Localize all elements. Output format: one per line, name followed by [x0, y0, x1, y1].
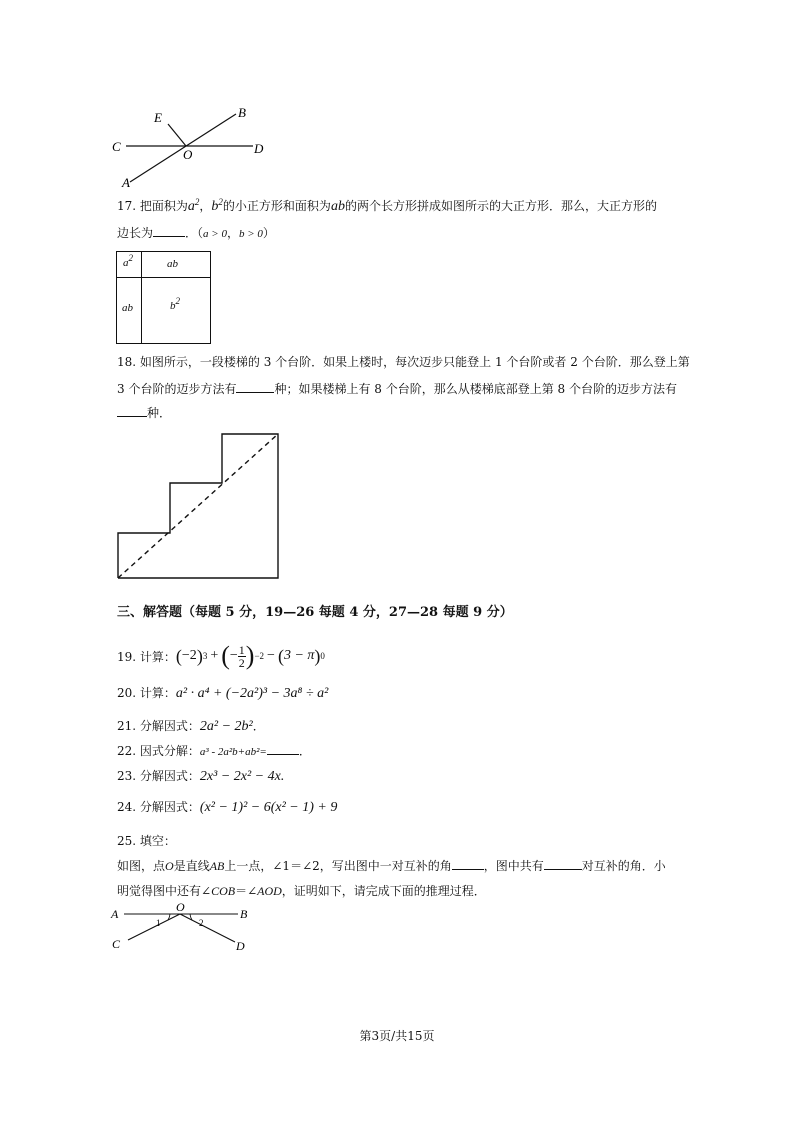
label-a: A	[122, 175, 130, 190]
q22-answer-blank[interactable]	[267, 742, 299, 755]
q17-text-2: 的小正方形和面积为	[222, 199, 331, 213]
q17-condition-b: b > 0	[238, 228, 263, 240]
ray-od	[180, 914, 235, 942]
ray-oc	[128, 914, 180, 940]
q25-answer-blank-2[interactable]	[544, 857, 582, 870]
q21-expression: 2a² − 2b²	[199, 719, 253, 734]
q17-condition-a: a > 0	[203, 228, 227, 240]
question-24	[117, 798, 337, 816]
figure-square-grid	[116, 251, 211, 344]
q17-text-3: 的两个长方形拼成如图所示的大正方形．那么，大正方形的	[344, 199, 657, 213]
question-17-line-2	[117, 224, 275, 241]
q25-eq: ＝∠	[235, 884, 258, 898]
label-o: O	[176, 900, 185, 914]
label-b: B	[238, 105, 246, 120]
figure-angles	[108, 900, 258, 954]
q17-text-1: 17. 把面积为	[117, 199, 188, 213]
stairs-diagonal	[118, 434, 278, 578]
question-17-line-1	[117, 197, 657, 215]
ray-oe	[168, 124, 186, 146]
label-d: D	[254, 141, 264, 156]
label-a: A	[111, 907, 119, 921]
q21-label: 21. 分解因式：	[117, 719, 200, 733]
q17-text-4: 边长为	[117, 226, 154, 240]
q25-point-o: O	[165, 859, 174, 873]
q25-angle-aod: AOD	[257, 884, 282, 898]
q25-text-5: 对互补的角．小	[581, 859, 666, 873]
label-angle-1: 1	[156, 918, 161, 928]
cell-b-squared: $b^2$	[170, 296, 180, 312]
q25-text-6: 明觉得图中还有∠	[117, 884, 212, 898]
cell-a-squared: $a^2$	[123, 253, 133, 269]
q20-expression: a² · a⁴ + (−2a²)³ − 3a⁸ ÷ a²	[175, 686, 329, 701]
cell-ab-left: ab	[122, 302, 133, 314]
label-e: E	[154, 110, 162, 125]
question-21	[117, 717, 265, 735]
q25-text-2: 是直线	[173, 859, 210, 873]
q25-line-ab: AB	[209, 859, 225, 873]
q22-label: 22. 因式分解：	[117, 744, 200, 758]
q19-label: 19. 计算：	[117, 649, 176, 664]
q17-b-squared: $b^2$	[211, 197, 223, 214]
q23-label: 23. 分解因式：	[117, 769, 200, 783]
question-23	[117, 767, 284, 785]
q17-text-5: ．（	[185, 226, 204, 240]
q25-angle-cob: COB	[211, 884, 236, 898]
question-25-line-2	[117, 882, 486, 899]
question-18-line-2	[117, 380, 677, 397]
q25-text-7: ，证明如下，请完成下面的推理过程．	[281, 884, 486, 898]
q18-text-3: 种．	[147, 406, 172, 420]
q17-answer-blank[interactable]	[153, 224, 185, 237]
q18-answer-blank-1[interactable]	[236, 380, 274, 393]
q17-sep: ，	[226, 226, 239, 240]
q22-expression: a³ - 2a²b+ab²=	[199, 746, 267, 758]
question-18-line-1: 18. 如图所示，一段楼梯的 3 个台阶．如果上楼时，每次迈步只能登上 1 个台阶或者 2 个台阶．那么登上第	[117, 355, 690, 369]
question-19	[117, 636, 325, 676]
question-18-line-3	[117, 404, 171, 421]
q18-text-2: 种；如果楼梯上有 8 个台阶，那么从楼梯底部登上第 8 个台阶的迈步方法有	[274, 382, 677, 396]
question-25-line-1	[117, 857, 666, 874]
q25-text-4: ，图中共有	[483, 859, 544, 873]
q18-answer-blank-2[interactable]	[117, 404, 147, 417]
q25-text-3: 上一点，∠1＝∠2，写出图中一对互补的角	[224, 859, 452, 873]
question-25-label: 25. 填空：	[117, 834, 176, 848]
q19-expression: ( −2 ) 3 + ( − $\frac{1}{2}$ ) −2 − ( 3 − π ) 0	[175, 641, 325, 670]
question-22	[117, 742, 311, 759]
figure-staircase	[114, 430, 284, 582]
q17-comma: ，	[199, 199, 212, 213]
label-angle-2: 2	[199, 918, 204, 928]
q17-ab: ab	[330, 199, 345, 214]
q18-text-1: 3 个台阶的迈步方法有	[117, 382, 237, 396]
q20-label: 20. 计算：	[117, 686, 176, 700]
q17-close: ）	[262, 226, 275, 240]
label-b: B	[240, 907, 248, 921]
q21-end: ．	[252, 719, 265, 733]
q24-expression: (x² − 1)² − 6(x² − 1) + 9	[199, 800, 338, 815]
q17-a-squared: $a^2$	[187, 197, 200, 214]
label-d: D	[236, 939, 245, 953]
q25-text-1: 如图，点	[117, 859, 166, 873]
q24-label: 24. 分解因式：	[117, 800, 200, 814]
figure-intersecting-lines	[108, 100, 278, 192]
cell-ab-top: ab	[167, 258, 178, 270]
q22-end: ．	[298, 744, 311, 758]
label-c: C	[112, 937, 121, 951]
page-footer: 第3页/共15页	[359, 1029, 435, 1043]
q25-answer-blank-1[interactable]	[452, 857, 484, 870]
question-20	[117, 684, 328, 702]
q23-expression: 2x³ − 2x² − 4x.	[199, 769, 285, 784]
label-c: C	[112, 139, 121, 154]
label-o: O	[183, 147, 193, 162]
section-3-title: 三、解答题（每题 5 分，19—26 每题 4 分，27—28 每题 9 分）	[117, 605, 513, 620]
